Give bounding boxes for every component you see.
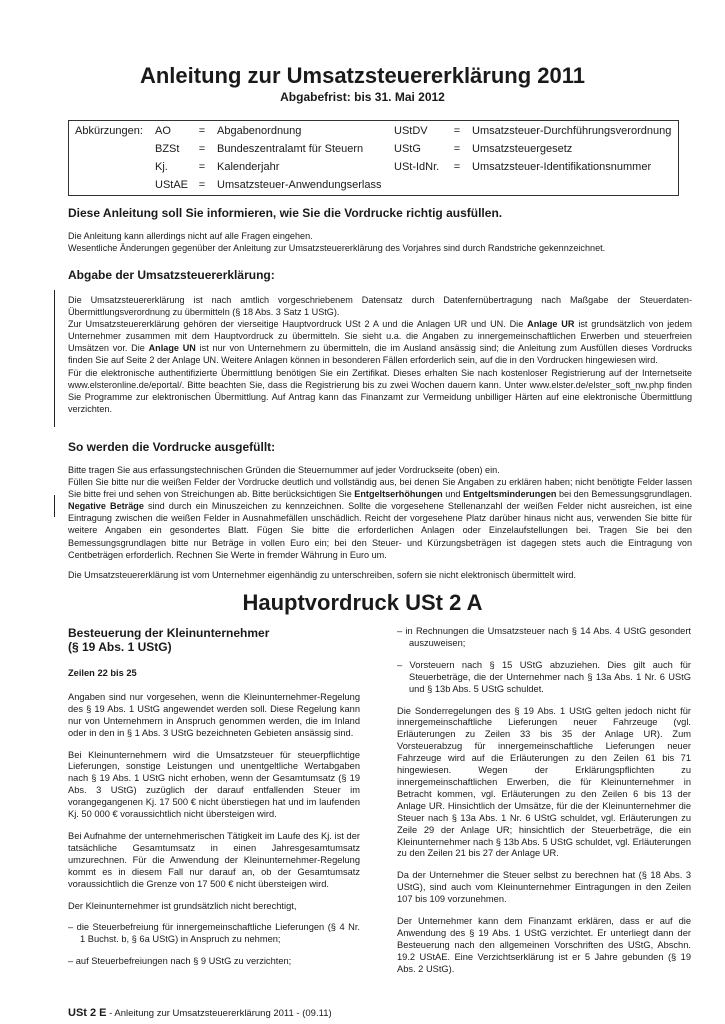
deadline: Abgabefrist: bis 31. Mai 2012 — [280, 90, 445, 104]
left-column — [68, 626, 360, 968]
abbr-meaning: Abgabenordnung — [217, 125, 302, 137]
abbr-meaning: Umsatzsteuergesetz — [472, 143, 573, 155]
ausfuellen-heading: So werden die Vordrucke ausgefüllt: — [68, 440, 276, 454]
abbr-eq: = — [198, 161, 206, 173]
kleinunternehmer-heading-ref: (§ 19 Abs. 1 UStG) — [68, 640, 172, 654]
abbr-code: UStAE — [155, 179, 189, 191]
abbr-eq: = — [453, 161, 461, 173]
ausfuellen-paragraph: Füllen Sie bitte nur die weißen Felder der Vordrucke deutlich und vollständig aus, bei denen Sie Angaben zu erklären haben; nicht benötigte Felder lassen Sie bitte frei und sehen von Streichungen ab. Bitte berücksichtigen Sie Entgeltserhöhungen und Entgeltsminderungen bei den Bemessungsgrundlagen. Negative Beträge sind durch ein Minuszeichen zu kennzeichnen. Sollte die vorgesehene Stellenanzahl der weißen Felder nicht ausreichen, ist eine Eintragung zwischen die weißen Felder in Ausnahmefällen unschädlich. Reicht der vorgesehene Platz darüber hinaus nicht aus, verwenden Sie bitte für weitere Angaben ein gesondertes Blatt. Fügen Sie bitte die erforderlichen Anlagen oder Einzelaufstellungen bei. Tragen Sie bei den Bemessungsgrundlagen bitte nur Beträge in vollen Euro ein; bei den Steuer- und Kürzungsbeträgen ist dagegen stets auch die Eintragung von Centbeträgen erforderlich. Rechnen Sie Werte in fremder Währung in Euro um. — [68, 477, 693, 560]
left-paragraph: Der Kleinunternehmer ist grundsätzlich nicht berechtigt, — [68, 900, 297, 911]
document-title: Anleitung zur Umsatzsteuererklärung 2011 — [139, 63, 586, 88]
left-list-item: – die Steuerbefreiung für innergemeinschaftliche Lieferungen (§ 4 Nr. 1 Buchst. b, § 6a UStG) in Anspruch zu nehmen; — [68, 922, 360, 945]
abbr-code: BZSt — [155, 143, 180, 155]
intro-section — [68, 206, 668, 254]
abbr-eq: = — [453, 143, 461, 155]
abgabe-paragraph: Für die elektronische authentifizierte Übermittlung benötigen Sie ein Zertifikat. Dieses erhalten Sie nach kostenloser Registrierung auf der Internetseite www.elsteronline.de/eportal/. Bitte beachten Sie, dass die Registrierung bis zu zwei Wochen dauern kann. Unter www.elster.de/elster_soft_nw.php finden Sie Programme zur elektronischen Übermittlung. Auf Antrag kann das Finanzamt zur Vermeidung unbilliger Härten auf eine elektronische Übermittlung verzichten. — [68, 367, 692, 414]
abbr-eq: = — [198, 179, 206, 191]
abgabe-heading: Abgabe der Umsatzsteuererklärung: — [68, 268, 275, 282]
rows-subheading: Zeilen 22 bis 25 — [68, 668, 137, 678]
abbr-meaning: Umsatzsteuer-Anwendungserlass — [217, 179, 382, 191]
intro-heading: Diese Anleitung soll Sie informieren, wie Sie die Vordrucke richtig ausfüllen. — [68, 206, 503, 220]
abgabe-section — [68, 268, 692, 415]
main-form-title: Hauptvordruck USt 2 A — [242, 590, 483, 615]
right-list-item: – Vorsteuern nach § 15 UStG abzuziehen. Dies gilt auch für Steuerbeträge, die der Unternehmer nach § 13a Abs. 1 Nr. 6 UStG und § 13b Abs. 5 UStG schuldet. — [397, 659, 691, 694]
change-marker — [54, 413, 55, 427]
right-paragraph: Da der Unternehmer die Steuer selbst zu berechnen hat (§ 18 Abs. 3 UStG), sind auch vom Kleinunternehmer Eintragungen in den Zeilen 107 bis 109 vorzunehmen. — [397, 870, 691, 905]
ausfuellen-paragraph: Die Umsatzsteuererklärung ist vom Unternehmer eigenhändig zu unterschreiben, sofern sie nicht elektronisch übermittelt wird. — [68, 569, 576, 580]
abbr-eq: = — [198, 143, 206, 155]
change-marker — [54, 290, 55, 420]
form-code: USt 2 E — [68, 1007, 107, 1019]
intro-line: Wesentliche Änderungen gegenüber der Anleitung zur Umsatzsteuererklärung des Vorjahres sind durch Randstriche gekennzeichnet. — [68, 243, 606, 254]
right-column — [397, 626, 691, 976]
change-marker — [54, 495, 55, 517]
abbreviations-label: Abkürzungen: — [75, 125, 143, 137]
abbr-meaning: Umsatzsteuer-Durchführungsverordnung — [472, 125, 672, 137]
abbr-meaning: Kalenderjahr — [217, 161, 280, 173]
footer-text: - Anleitung zur Umsatzsteuererklärung 2011 - (09.11) — [106, 1008, 332, 1019]
abbr-code: Kj. — [155, 161, 168, 173]
abgabe-paragraph: Die Umsatzsteuererklärung ist nach amtlich vorgeschriebenem Datensatz durch Datenfernübertragung nach Maßgabe der Steuerdaten-Übermittlungsverordnung zu übermitteln (§ 18 Abs. 3 Satz 1 UStG). — [68, 295, 692, 318]
abbr-code: USt-IdNr. — [394, 161, 440, 173]
left-list-item: – auf Steuerbefreiungen nach § 9 UStG zu verzichten; — [68, 956, 292, 967]
left-paragraph: Bei Kleinunternehmern wird die Umsatzsteuer für steuerpflichtige Lieferungen, sonstige Leistungen und unentgeltliche Wertabgaben nach § 19 Abs. 1 UStG nicht erhoben, wenn der Gesamtumsatz (§ 19 Abs. 3 UStG) zuzüglich der darauf entfallenden Steuer im vorangegangenen Kj. 17 500 € nicht überstiegen hat und im laufenden Kj. 50 000 € voraussichtlich nicht übersteigen wird. — [68, 749, 360, 820]
abgabe-paragraph: Zur Umsatzsteuererklärung gehören der vierseitige Hauptvordruck USt 2 A und die Anlagen UR und UN. Die Anlage UR ist grundsätzlich von jedem Unternehmer zusammen mit dem Hauptvordruck zu übermitteln. Sie sieht u.a. die Angaben zu innergemeinschaftlichen Erwerben und steuerfreien Umsätzen vor. Die Anlage UN ist nur von Unternehmern zu übermitteln, die im Ausland ansässig sind; die Anleitung zum Ausfüllen dieses Vordrucks finden Sie auf Seite 2 der Anlage UN. Weitere Anlagen können in besonderen Fällen erforderlich sein, auf die in den Vordrucken hingewiesen wird. — [68, 319, 693, 366]
footer — [68, 1007, 332, 1019]
left-paragraph: Bei Aufnahme der unternehmerischen Tätigkeit im Laufe des Kj. ist der tatsächliche Gesamtumsatz in einen Jahresgesamtumsatz umzurechnen. Für die Anwendung der Kleinunternehmer-Regelung kommt es in diesem Fall nur darauf an, ob der Gesamtumsatz voraussichtlich die Grenze von 17 500 € nicht übersteigen wird. — [68, 830, 360, 889]
abbr-eq: = — [453, 125, 461, 137]
left-paragraph: Angaben sind nur vorgesehen, wenn die Kleinunternehmer-Regelung des § 19 Abs. 1 UStG angewendet werden soll. Diese Regelung kann nur von Unternehmern in Anspruch genommen werden, die im Inland oder in den in § 1 Abs. 3 UStG bezeichneten Gebieten ansässig sind. — [68, 691, 360, 738]
abbr-code: UStG — [394, 143, 421, 155]
ausfuellen-section — [68, 440, 692, 581]
right-paragraph: Der Unternehmer kann dem Finanzamt erklären, dass er auf die Anwendung des § 19 Abs. 1 UStG verzichtet. Er unterliegt dann der Besteuerung nach den allgemeinen Vorschriften des UStG, Abschn. 19.2 UStAE. Eine Verzichtserklärung ist er 5 Jahre gebunden (§ 19 Abs. 2 UStG). — [397, 916, 691, 974]
abbr-code: AO — [155, 125, 171, 137]
right-list-item: – in Rechnungen die Umsatzsteuer nach § 14 Abs. 4 UStG gesondert auszuweisen; — [397, 626, 691, 648]
abbr-meaning: Umsatzsteuer-Identifikationsnummer — [472, 161, 652, 173]
right-paragraph: Die Sonderregelungen des § 19 Abs. 1 UStG gelten jedoch nicht für innergemeinschaftliche Lieferungen neuer Fahrzeuge (vgl. Erläuterungen zu Zeilen 33 bis 35 der Anlage UR). Zum Vorsteuerabzug für innergemeinschaftliche Lieferungen neuer Fahrzeuge wird auf die Erläuterungen zu den Zeilen 61 bis 71 hingewiesen. Wegen der Erklärungspflichten zu innergemeinschaftlichen Erwerben, die für Kleinunternehmer in Betracht kommen, vgl. Erläuterungen zu den Zeilen 6 bis 13 der Anlage UR. Hinsichtlich der Umsätze, für die der Kleinunternehmer die Steuer nach § 13a Abs. 1 Nr. 6 UStG schuldet, vgl. Erläuterungen zu Zeile 29 der Anlage UR; hinsichtlich der Steuerbeträge, die ein Kleinunternehmer nach § 13b Abs. 5 UStG schuldet, vgl. Erläuterungen zu den Zeilen 21 bis 27 der Anlage UR. — [397, 705, 691, 859]
kleinunternehmer-heading: Besteuerung der Kleinunternehmer — [68, 626, 270, 640]
abbreviations-box — [68, 120, 679, 196]
intro-line: Die Anleitung kann allerdings nicht auf alle Fragen eingehen. — [68, 231, 313, 241]
abbr-eq: = — [198, 125, 206, 137]
abgabe-body — [68, 294, 692, 415]
abbr-meaning: Bundeszentralamt für Steuern — [217, 143, 364, 155]
ausfuellen-body — [68, 464, 692, 581]
abbr-code: UStDV — [394, 125, 428, 137]
ausfuellen-paragraph: Bitte tragen Sie aus erfassungstechnischen Gründen die Steuernummer auf jeder Vordruckseite (oben) ein. — [68, 465, 500, 475]
